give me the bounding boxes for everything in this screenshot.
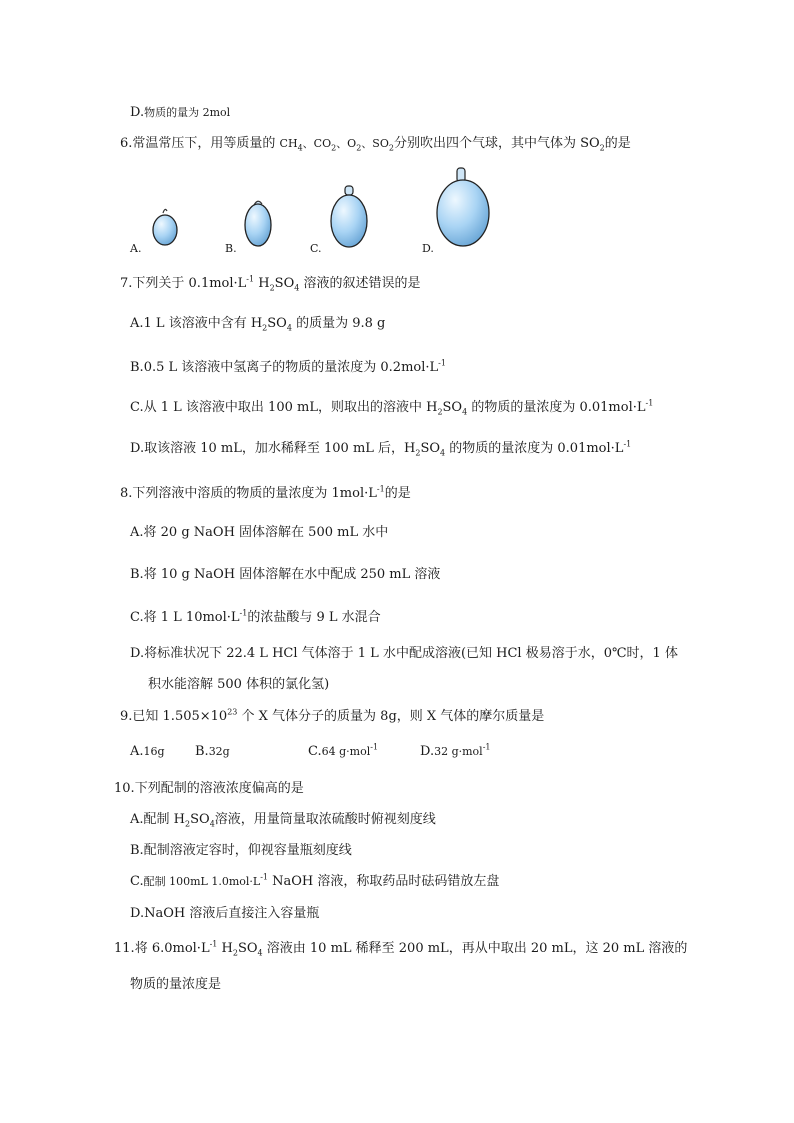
balloon-figure — [130, 165, 510, 260]
balloon-label-a: A. — [130, 242, 142, 255]
q8-option-d: D.将标准状况下 22.4 L HCl 气体溶于 1 L 水中配成溶液(已知 HCl 极易溶于水，0℃时，1 体 — [130, 646, 678, 661]
q11-stem: 11.将 $6.0mol\cdot L^{-1}$ $H_2SO_4$ 溶液由 10 mL 稀释至 200 mL，再从中取出 20 mL，这 20 mL 溶液的 — [114, 939, 688, 958]
q8-option-b: B.将 10 g NaOH 固体溶解在水中配成 250 mL 溶液 — [130, 567, 441, 582]
q7-option-c: C.从 1 L 该溶液中取出 100 mL，则取出的溶液中 $H_2SO_4$ 的物质的量浓度为 $0.01mol\cdot L^{-1}$ — [130, 398, 654, 417]
q8-option-c: C.将 1 L $10mol\cdot L^{-1}$的浓盐酸与 9 L 水混合 — [130, 608, 381, 625]
q9-stem: 9.已知 $1.505\times 10^{23}$ 个 X 气体分子的质量为 8g，则 X 气体的摩尔质量是 — [120, 707, 545, 724]
q9-option-c: C.64 g·mol$^{-1}$ — [308, 742, 379, 759]
balloon-a — [153, 209, 177, 245]
q8-option-a: A.将 20 g NaOH 固体溶解在 500 mL 水中 — [130, 525, 389, 540]
option-text: 物质的量为 2mol — [144, 106, 231, 119]
q9-option-a: A.16g — [130, 744, 165, 759]
q10-stem: 10.下列配制的溶液浓度偏高的是 — [114, 781, 304, 796]
balloon-b — [245, 201, 271, 246]
balloon-label-b: B. — [225, 242, 237, 255]
q8-stem: 8.下列溶液中溶质的物质的量浓度为 $1mol\cdot L^{-1}$的是 — [120, 484, 411, 501]
q7-option-b: B.0.5 L 该溶液中氢离子的物质的量浓度为 $0.2mol\cdot L^{-1}$ — [130, 358, 446, 375]
q11-stem-cont: 物质的量浓度是 — [130, 977, 222, 992]
q7-option-d: D.取该溶液 10 mL，加水稀释至 100 mL 后，$H_2SO_4$ 的物质的量浓度为 $0.01mol\cdot L^{-1}$ — [130, 439, 632, 458]
balloon-label-c: C. — [310, 242, 322, 255]
option-label: D. — [130, 105, 145, 120]
q7-stem: 7.下列关于 $0.1mol\cdot L^{-1}$ $H_2SO_4$ 溶液的叙述错误的是 — [120, 274, 421, 293]
q10-option-c: C.配制 100mL $1.0mol\cdot L^{-1}$ NaOH 溶液，称取药品时砝码错放左盘 — [130, 872, 500, 889]
q10-option-d: D.NaOH 溶液后直接注入容量瓶 — [130, 906, 320, 921]
q9-option-d: D.32 g·mol$^{-1}$ — [420, 742, 491, 759]
q10-option-a: A.配制 $H_2SO_4$溶液，用量筒量取浓硫酸时俯视刻度线 — [130, 812, 436, 829]
q10-option-b: B.配制溶液定容时，仰视容量瓶刻度线 — [130, 843, 352, 858]
q6-stem: 6.常温常压下，用等质量的 $CH_4$、$CO_2$、$O_2$、$SO_2$分别吹出四个气球，其中气体为 $SO_2$的是 — [120, 136, 631, 153]
balloon-c — [331, 186, 367, 247]
q9-option-b: B.32g — [195, 744, 230, 759]
balloon-d — [437, 168, 489, 246]
q7-option-a: A.1 L 该溶液中含有 $H_2SO_4$ 的质量为 9.8 g — [130, 316, 386, 333]
q5-option-d — [130, 104, 230, 122]
q8-option-d-cont: 积水能溶解 500 体积的氯化氢) — [148, 677, 330, 692]
balloon-label-d: D. — [422, 242, 434, 255]
